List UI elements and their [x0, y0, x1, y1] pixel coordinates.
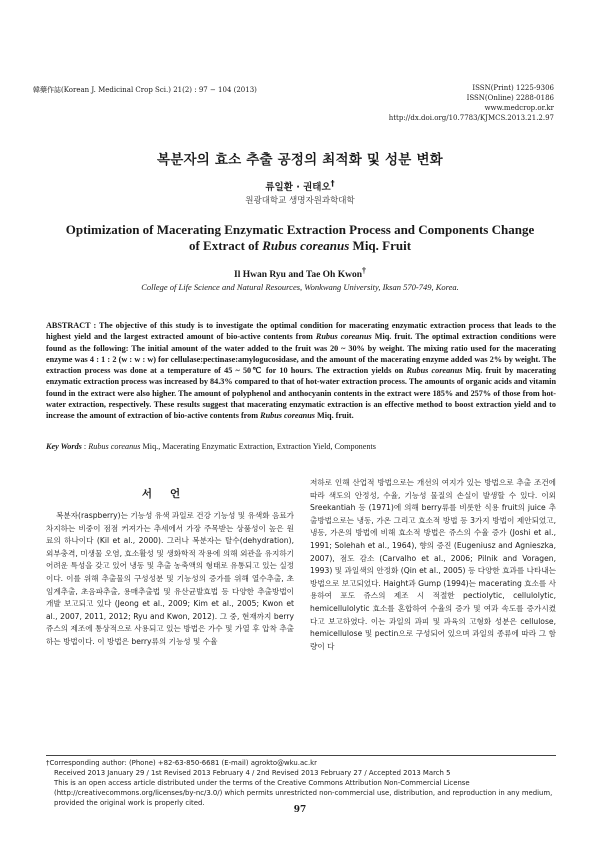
abstract-species: Rubus coreanus	[315, 332, 372, 342]
korean-title: 복분자의 효소 추출 공정의 최적화 및 성분 변화	[157, 152, 443, 168]
english-affiliation: College of Life Science and Natural Resources, Wonkwang University, Iksan 570-749, Korea.	[141, 282, 459, 292]
license-note: This is an open access article distributed under the terms of the Creative Commons Attribution Non-Commercial License (http://creativecommons.org/licenses/by-nc/3.0/) which permits unrestricted non-commercial use, distribution, and reproduction in any medium, provided the original work is properly cited.	[54, 779, 553, 807]
title-suffix: Miq. Fruit	[349, 238, 412, 253]
keywords	[46, 442, 556, 451]
title-prefix: of Extract of	[188, 238, 263, 253]
abstract-label: ABSTRACT :	[46, 321, 97, 330]
abstract-species: Rubus coreanus	[406, 366, 463, 376]
english-title-line1: Optimization of Macerating Enzymatic Extraction Process and Components Change	[65, 222, 535, 237]
body-column-left: 복분자(raspberry)는 기능성 유색 과일로 건강 기능성 및 유색화 음료가 차지하는 비중이 점점 커져가는 추세에서 가장 주목받는 상품성이 높은 원료의 하나이다 (Kil et al., 2000). 그러나 복분자는 탈수(dehydration), 외부충격, 미생물 오염, 효소활성 및 생화학적 작용에 의해 외관을 유지하기 어려운 특성을 갖고 있어 냉동 및 추출 농축액의 형태로 유통되고 있는 실정이다. 이를 위해 추출물의 구성성분 및 기능성의 증가를 위해 열수추출, 초임계추출, 초음파추출, 용매추출법 및 유산균발효법 등 다양한 추출방법이 개발 보고되고 있다 (Jeong et al., 2009; Kim et al., 2005; Kwon et al., 2007, 2011, 2012; Ryu and Kwon, 2012). 그 중, 현재까지 berry 쥬스의 제조에 통상적으로 사용되고 있는 방법은 가수 및 가열 후 압착 추출하는 방법이다. 이 방법은 berry류의 기능성 및 수율	[46, 511, 294, 646]
page-number: 97	[293, 805, 307, 815]
dagger-mark: †	[330, 179, 335, 188]
english-authors	[0, 266, 600, 280]
issn-online: ISSN(Online) 2288-0186	[466, 94, 554, 102]
abstract-text: Miq. fruit.	[314, 411, 354, 421]
korean-author-names: 류일환 · 권태오	[265, 182, 331, 194]
journal-website: www.medcrop.or.kr	[484, 104, 554, 112]
footnote-divider	[46, 755, 556, 756]
dagger-mark: †	[362, 266, 366, 275]
english-author-names: Il Hwan Ryu and Tae Oh Kwon	[234, 270, 362, 281]
section-heading-introduction: 서언	[141, 488, 199, 500]
english-title-line2	[40, 238, 560, 254]
abstract-text: The objective of this study is to investigate the optimal condition for macerating enzymatic extraction process that leads to the highest yield and the largest extracted amount of bio-active contents from	[46, 321, 556, 342]
keywords-list: Miq., Macerating Enzymatic Extraction, Extraction Yield, Components	[140, 442, 376, 451]
doi-link: http://dx.doi.org/10.7783/KJMCS.2013.21.2.97	[388, 114, 554, 122]
korean-affiliation: 원광대학교 생명자원과학대학	[245, 196, 355, 206]
body-column-right: 저하로 인해 산업적 방법으로는 개선의 여지가 있는 방법으로 추출 조건에 따라 색도의 안정성, 수율, 기능성 물질의 손실이 발생할 수 있다. 이외 Sreekantiah 등 (1971)에 의해 berry류를 비롯한 식용 fruit의 juice 추출방법으로는 냉동, 가온 그리고 효소적 방법 등 3가지 방법이 제안되었고, 냉동, 가온의 방법에 비해 효소적 방법은 쥬스의 수율 증가 (Joshi et al., 1991; Solehah et al., 1964), 향의 증진 (Eugeniusz and Agnieszka, 2007), 점도 감소 (Carvalho et al., 2006; Pilnik and Voragen, 1993) 및 과일색의 안정화 (Qin et al., 2005) 등 다양한 효과를 나타내는 방법으로 보고되었다. Haight과 Gump (1994)는 macerating 효소를 사용하여 포도 쥬스의 제조 시 적절한 pectiolytic, cellulolytic, hemicellulolytic 효소를 혼합하여 수율의 증가 및 여과 속도를 증가시켰다고 보고하였다. 이는 과일의 과피 및 과육의 고형화 성분은 cellulose, hemicellulose 및 pectin으로 구성되어 있으며 과일의 종류에 따라 그 함량이 다	[310, 478, 556, 651]
abstract-text: Miq. fruit by macerating enzymatic extraction process was increased by 84.3% compared to that of hot-water extraction process. The amounts of organic acids and vitamin found in the extract were also higher. The amount of polyphenol and anthocyanin contents in the extract were 185% and 257% of those from hot-water extraction, respectively. These results suggest that macerating enzymatic extraction is an effective method to boost extraction yield and to increase the amount of extraction of bio-active contents from	[46, 366, 556, 421]
issn-print: ISSN(Print) 1225-9306	[472, 84, 554, 92]
keywords-separator: :	[81, 442, 89, 451]
keywords-label: Key Words	[46, 442, 82, 451]
abstract	[46, 320, 556, 422]
footnotes	[46, 758, 556, 808]
journal-citation: 韓藥作誌(Korean J. Medicinal Crop Sci.) 21(2) : 97 − 104 (2013)	[33, 86, 257, 94]
received-dates: Received 2013 January 29 / 1st Revised 2013 February 4 / 2nd Revised 2013 February 27 / Accepted 2013 March 5	[54, 769, 451, 777]
issn-block	[389, 83, 554, 123]
korean-authors	[0, 179, 600, 193]
english-title	[40, 222, 560, 254]
corresponding-author: †Corresponding author: (Phone) +82-63-850-6681 (E-mail) agrokto@wku.ac.kr	[46, 759, 317, 767]
abstract-text: Miq. fruit. The optimal extraction conditions were found as the following: The initial amount of the water added to the fruit was 20 ~ 30% by weight. The mixing ratio used for the macerating enzyme was 4 : 1 : 2 (w : w : w) for cellulase:pectinase:amylogucosidase, and the amount of the macerating enzyme added was 2% by weight. The extraction process was done at a temperature of 45 ~ 50℃ for 10 hours. The extraction yields on	[46, 332, 557, 376]
abstract-species: Rubus coreanus	[260, 411, 315, 421]
title-species: Rubus coreanus	[262, 238, 350, 253]
keywords-species: Rubus coreanus	[88, 442, 141, 451]
